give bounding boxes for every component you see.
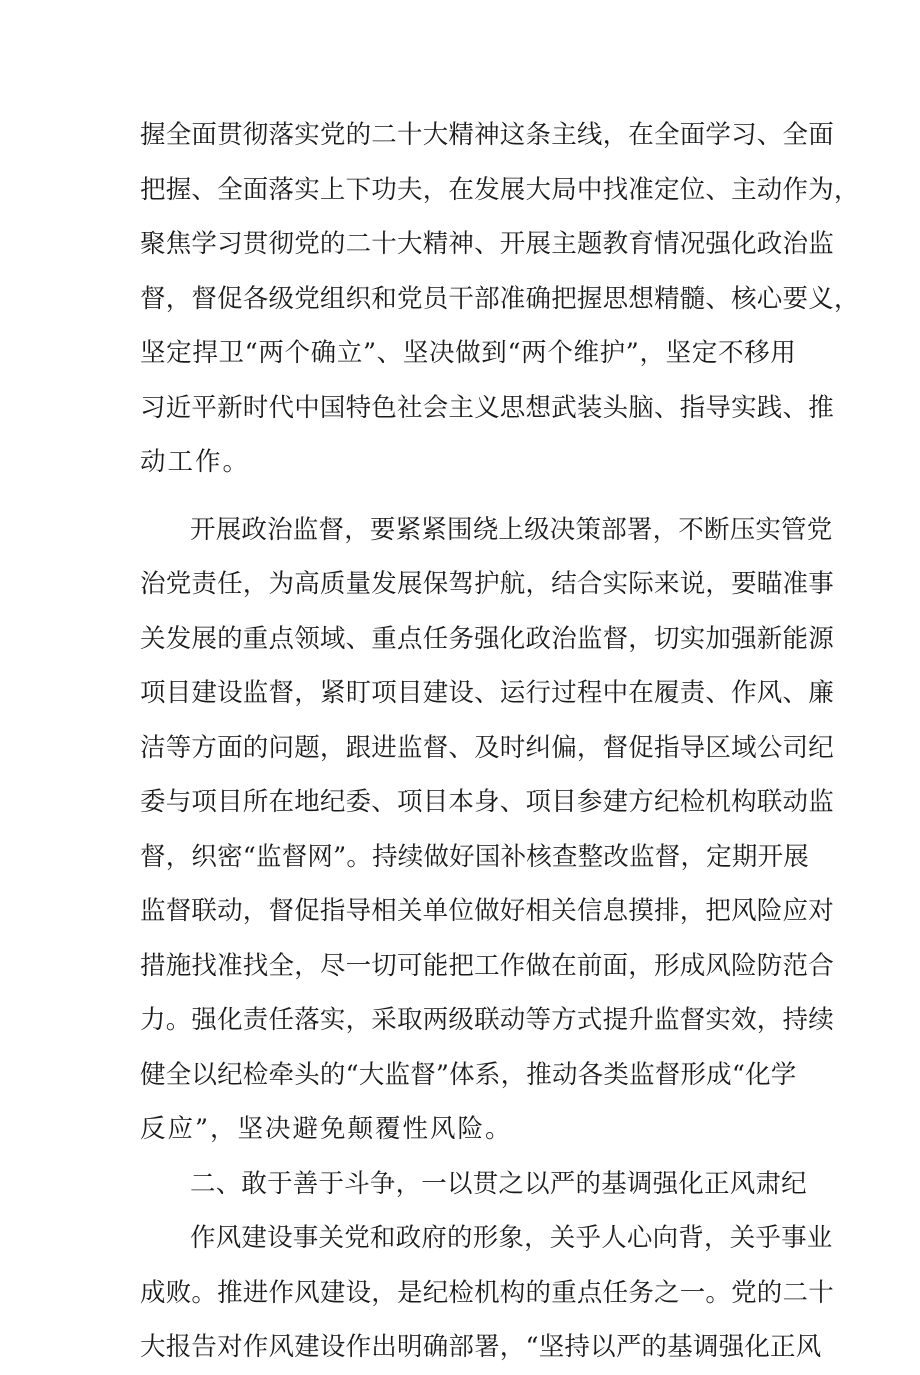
text-line: 力。强化责任落实，采取两级联动等方式提升监督实效，持续	[140, 1005, 834, 1035]
text-line: 监督联动，督促指导相关单位做好相关信息摸排，把风险应对	[140, 896, 834, 926]
text-line: 成败。推进作风建设，是纪检机构的重点任务之一。党的二十	[140, 1277, 834, 1308]
text-line: 洁等方面的问题，跟进监督、及时纠偏，督促指导区域公司纪	[140, 732, 834, 763]
document-body	[140, 108, 860, 1375]
text-line: 措施找准找全，尽一切可能把工作做在前面，形成风险防范合	[140, 950, 834, 981]
paragraph-political-supervision	[140, 503, 834, 1157]
text-line: 项目建设监督，紧盯项目建设、运行过程中在履责、作风、廉	[140, 678, 834, 708]
paragraph-political-mainline	[140, 108, 860, 490]
text-line: 动工作。	[140, 447, 251, 477]
text-line: 作风建设事关党和政府的形象，关乎人心向背，关乎事业	[190, 1223, 833, 1253]
text-line: 委与项目所在地纪委、项目本身、项目参建方纪检机构联动监	[140, 787, 834, 817]
text-line: 开展政治监督，要紧紧围绕上级决策部署，不断压实管党	[190, 514, 833, 545]
text-line: 聚焦学习贯彻党的二十大精神、开展主题教育情况强化政治监	[140, 229, 834, 259]
text-line: 督，织密“监督网”。持续做好国补核查整改监督，定期开展	[140, 841, 809, 872]
text-line: 反应”，坚决避免颠覆性风险。	[140, 1114, 513, 1144]
text-line: 习近平新时代中国特色社会主义思想武装头脑、指导实践、推	[140, 392, 834, 423]
text-line: 大报告对作风建设作出明确部署，“坚持以严的基调强化正风	[140, 1332, 822, 1362]
text-line: 关发展的重点领域、重点任务强化政治监督，切实加强新能源	[140, 623, 834, 654]
text-line: 握全面贯彻落实党的二十大精神这条主线，在全面学习、全面	[140, 120, 834, 150]
text-line: 治党责任，为高质量发展保驾护航，结合实际来说，要瞄准事	[140, 569, 834, 599]
text-line: 健全以纪检牵头的“大监督”体系，推动各类监督形成“化学	[140, 1059, 797, 1090]
paragraph-work-style	[140, 1211, 834, 1375]
text-line: 督，督促各级党组织和党员干部准确把握思想精髓、核心要义，	[140, 283, 860, 314]
text-line: 坚定捍卫“两个确立”、坚决做到“两个维护”，坚定不移用	[140, 338, 796, 368]
text-line: 把握、全面落实上下功夫，在发展大局中找准定位、主动作为，	[140, 174, 860, 205]
section-heading: 二、敢于善于斗争，一以贯之以严的基调强化正风肃纪	[190, 1168, 807, 1199]
